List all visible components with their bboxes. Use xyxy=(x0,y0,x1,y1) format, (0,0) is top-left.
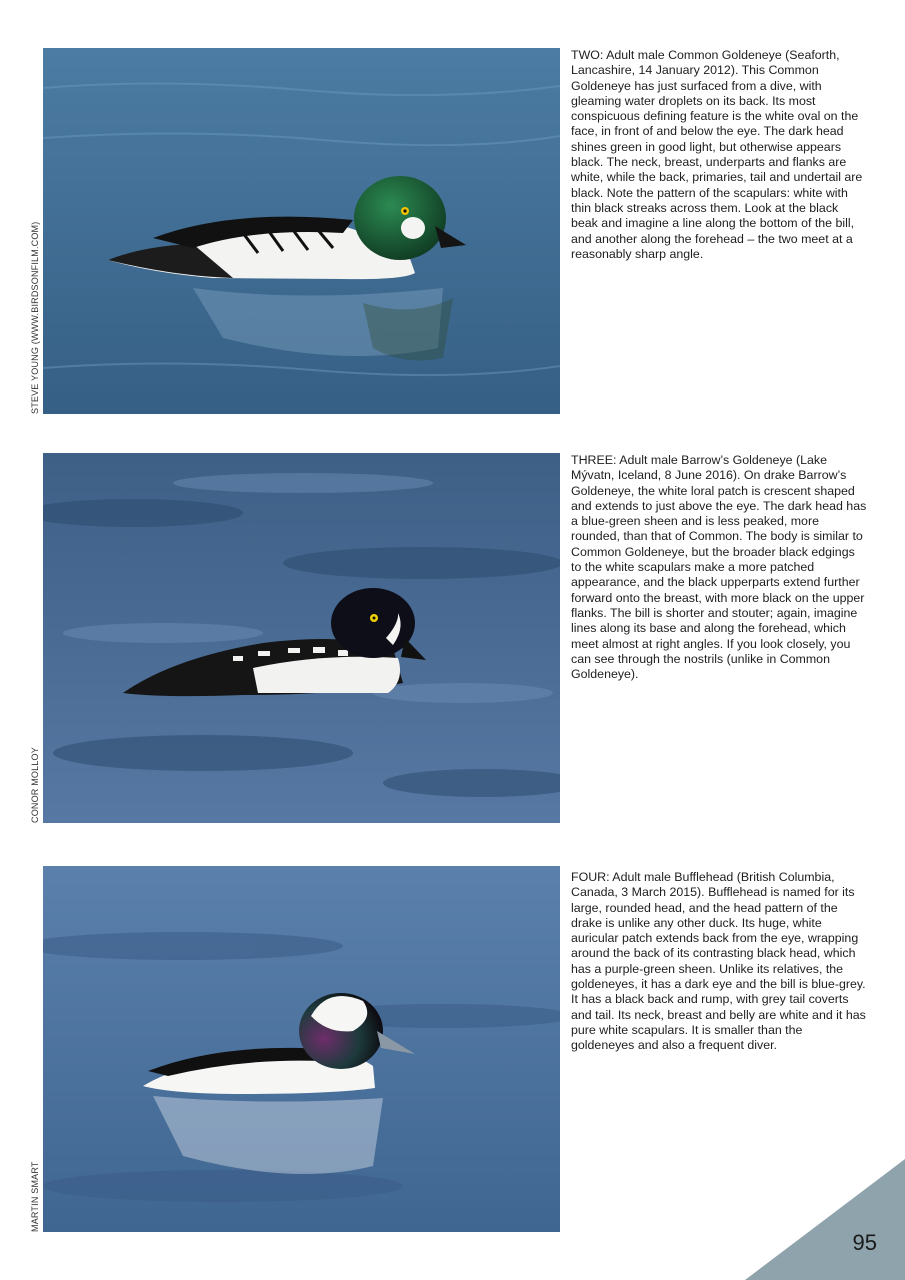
figure-caption: TWO: Adult male Common Goldeneye (Seaforth, Lancashire, 14 January 2012). This Common Goldeneye has just surfaced from a dive, with gleaming water droplets on its back. Its most conspicuous defining feature is the white oval on the face, in front of and below the eye. The dark head shines green in good light, but otherwise appears black. The neck, breast, underparts and flanks are white, while the back, primaries, tail and undertail are black. Note the pattern of the scapulars: white with thin black streaks across them. Look at the black beak and imagine a line along the bottom of the bill, and another along the forehead – the two meet at a reasonably sharp angle. xyxy=(571,48,863,261)
page-number: 95 xyxy=(852,1230,877,1255)
photo-credit: STEVE YOUNG (WWW.BIRDSONFILM.COM) xyxy=(30,221,40,414)
photo-credit: MARTIN SMART xyxy=(30,1161,40,1232)
bufflehead-photo xyxy=(43,866,560,1232)
figure-caption: THREE: Adult male Barrow’s Goldeneye (Lake Mývatn, Iceland, 8 June 2016). On drake Barrow’s Goldeneye, the white loral patch is crescent shaped and extends to just above the eye. The dark head has a blue-green sheen and is less peaked, more rounded, than that of Common. The body is similar to Common Goldeneye, but the broader black edgings to the white scapulars make a more patched appearance, and the black upperparts extend further forward onto the breast, with more black on the upper flanks. The bill is shorter and stouter; again, imagine lines along its base and along the forehead, which meet almost at right angles. If you look closely, you can see through the nostrils (unlike in Common Goldeneye). xyxy=(571,453,867,682)
common-goldeneye-photo xyxy=(43,48,560,414)
photo-credit: CONOR MOLLOY xyxy=(30,747,40,823)
corner-triangle xyxy=(745,1159,905,1280)
barrows-goldeneye-photo xyxy=(43,453,560,823)
figure-caption: FOUR: Adult male Bufflehead (British Columbia, Canada, 3 March 2015). Bufflehead is named for its large, rounded head, and the head pattern of the drake is unlike any other duck. Its huge, white auricular patch extends back from the eye, wrapping around the back of its contrasting black head, which has a purple-green sheen. Unlike its relatives, the goldeneyes, it has a dark eye and the bill is blue-grey. It has a black back and rump, with grey tail coverts and tail. Its neck, breast and belly are white and it has pure white scapulars. It is smaller than the goldeneyes and also a frequent diver. xyxy=(571,870,866,1053)
